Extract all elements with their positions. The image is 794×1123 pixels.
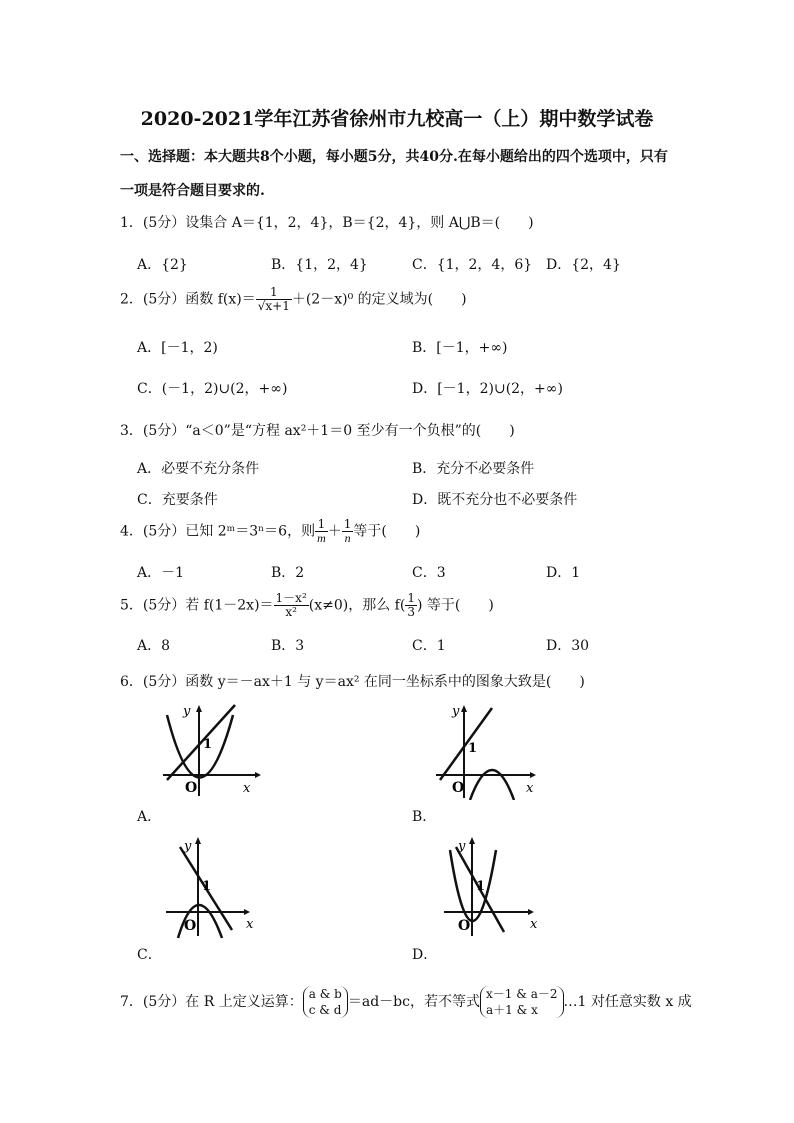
question-3-stem: 3．(5分）“a＜0”是“方程 ax²＋1＝0 至少有一个负根”的( ) xyxy=(120,423,515,439)
q4-option-c: C．3 xyxy=(412,565,446,581)
q4-option-a: A．－1 xyxy=(137,565,185,581)
q4-plus: ＋ xyxy=(327,523,342,540)
q5-suffix: ) 等于( ) xyxy=(416,597,494,614)
graph-a-origin: O xyxy=(185,780,198,796)
q4-fraction-1 xyxy=(315,518,328,545)
q2-prefix: 2．(5分）函数 f(x)＝ xyxy=(120,291,256,308)
q7-eq: ＝ad－bc，若不等式 xyxy=(347,994,480,1010)
q7-mat1-row1: a & b xyxy=(308,987,342,1001)
q3-option-a: A．必要不充分条件 xyxy=(137,461,260,477)
q3-option-c: C．充要条件 xyxy=(137,492,218,508)
question-4-stem xyxy=(120,518,420,545)
q5-option-a: A．8 xyxy=(137,638,171,654)
q7-mat2-row1: x－1 & a－2 xyxy=(486,987,558,1001)
q6-option-b: B． xyxy=(412,809,437,825)
q5-fraction xyxy=(274,592,309,619)
q2-suffix: ＋(2－x)⁰ 的定义域为( ) xyxy=(291,291,467,308)
graph-b-y-label: y xyxy=(452,704,460,719)
q1-option-a: A．{2} xyxy=(137,257,188,273)
graph-b-one-label: 1 xyxy=(468,741,478,756)
q2-option-d: D．[－1，2)∪(2，+∞) xyxy=(412,381,563,397)
q6-graph-c xyxy=(160,832,260,940)
graph-d-y-label: y xyxy=(458,839,466,854)
q6-option-a: A． xyxy=(137,809,162,825)
q1-option-d: D．{2，4} xyxy=(546,257,621,273)
graph-b-origin: O xyxy=(452,780,465,796)
q2-option-a: A．[－1，2) xyxy=(137,340,218,356)
q5-option-b: B．3 xyxy=(271,638,305,654)
graph-d-origin: O xyxy=(458,918,471,934)
page-title: 2020-2021学年江苏省徐州市九校高一（上）期中数学试卷 xyxy=(140,108,654,130)
section-heading-line2: 一项是符合题目要求的. xyxy=(120,183,265,199)
question-6-stem: 6．(5分）函数 y＝－ax＋1 与 y＝ax² 在同一坐标系中的图象大致是( ) xyxy=(120,674,585,690)
q4-frac1-num: 1 xyxy=(315,518,328,532)
q4-frac2-num: 1 xyxy=(343,517,352,531)
q6-graph-b xyxy=(430,700,545,800)
question-7-stem xyxy=(120,986,692,1018)
q4-fraction-2 xyxy=(342,518,354,545)
q2-option-c: C．(－1，2)∪(2，+∞) xyxy=(137,381,288,397)
q6-option-d: D． xyxy=(412,947,438,963)
q7-suffix: …1 对任意实数 x 成 xyxy=(563,994,692,1010)
graph-a-y-label: y xyxy=(183,704,191,719)
q4-suffix: 等于( ) xyxy=(353,523,421,540)
q5-fraction-2 xyxy=(405,592,417,619)
question-5-stem xyxy=(120,592,494,619)
q4-prefix: 4．(5分）已知 2ᵐ＝3ⁿ＝6，则 xyxy=(120,523,316,540)
q5-option-d: D．30 xyxy=(546,638,590,654)
q2-frac-den: √x+1 xyxy=(257,299,290,313)
section-heading-line1: 一、选择题：本大题共8个小题，每小题5分，共40分.在每小题给出的四个选项中，只有 xyxy=(120,149,668,165)
q2-fraction xyxy=(256,286,292,313)
q1-option-b: B．{1，2，4} xyxy=(271,257,368,273)
q6-graph-d xyxy=(438,832,543,940)
q3-option-b: B．充分不必要条件 xyxy=(412,461,535,477)
q4-frac1-den: m xyxy=(317,531,326,545)
q4-option-d: D．1 xyxy=(546,565,581,581)
q4-frac2-den: n xyxy=(344,531,351,545)
q2-frac-num: 1 xyxy=(256,286,292,300)
q5-frac2-num: 1 xyxy=(407,591,415,605)
q5-middle: (x≠0)，那么 f( xyxy=(308,597,406,614)
q7-matrix-2 xyxy=(480,986,564,1018)
q7-prefix: 7．(5分）在 R 上定义运算： xyxy=(120,994,303,1010)
q5-frac2-den: 3 xyxy=(407,605,415,619)
q7-mat2-row2: a＋1 & x xyxy=(486,1003,538,1017)
graph-c-x-label: x xyxy=(246,917,254,932)
question-1-stem: 1．(5分）设集合 A＝{1，2，4}，B＝{2，4}，则 A⋃B＝( ) xyxy=(120,215,534,231)
question-2-stem xyxy=(120,286,467,313)
q6-graph-a xyxy=(155,700,265,800)
graph-c-y-label: y xyxy=(184,839,192,854)
q5-frac-num: 1－x² xyxy=(275,591,307,605)
graph-d-x-label: x xyxy=(530,917,538,932)
q7-mat1-row2: c & d xyxy=(308,1003,342,1017)
q4-option-b: B．2 xyxy=(271,565,305,581)
q5-option-c: C．1 xyxy=(412,638,446,654)
graph-c-one-label: 1 xyxy=(202,879,212,894)
graph-c-origin: O xyxy=(184,918,197,934)
q2-option-b: B．[－1，+∞) xyxy=(412,340,508,356)
q6-option-c: C． xyxy=(137,947,162,963)
graph-a-x-label: x xyxy=(243,781,251,796)
q5-frac-den: x² xyxy=(285,605,297,619)
q7-matrix-1 xyxy=(303,986,348,1018)
graph-a-one-label: 1 xyxy=(203,737,213,752)
q1-option-c: C．{1，2，4，6} xyxy=(412,257,533,273)
graph-b-x-label: x xyxy=(526,781,534,796)
q5-prefix: 5．(5分）若 f(1－2x)＝ xyxy=(120,597,274,614)
graph-d-one-label: 1 xyxy=(476,879,486,894)
q3-option-d: D．既不充分也不必要条件 xyxy=(412,492,578,508)
